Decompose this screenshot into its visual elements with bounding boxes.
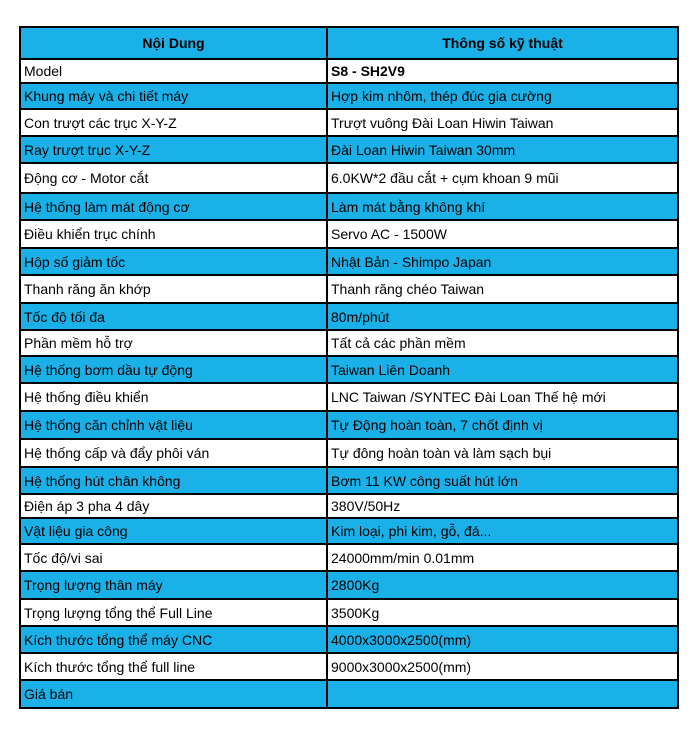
table-row — [20, 653, 678, 680]
row-value: Thanh răng chéo Taiwan — [327, 275, 678, 303]
row-value: Làm mát bằng không khí — [327, 193, 678, 220]
row-label: Hộp số giảm tốc — [20, 248, 327, 275]
row-label: Hệ thống căn chỉnh vật liệu — [20, 411, 327, 439]
row-label: Điện áp 3 pha 4 dây — [20, 494, 327, 518]
row-value: 2800Kg — [327, 571, 678, 599]
table-row — [20, 467, 678, 494]
table-row — [20, 303, 678, 330]
table-row — [20, 599, 678, 626]
row-label: Trọng lượng tổng thể Full Line — [20, 599, 327, 626]
row-label: Động cơ - Motor cắt — [20, 163, 327, 193]
row-value: Servo AC - 1500W — [327, 220, 678, 248]
table-row — [20, 220, 678, 248]
table-row — [20, 680, 678, 708]
row-value: 4000x3000x2500(mm) — [327, 626, 678, 653]
table-row — [20, 59, 678, 83]
row-label: Ray trượt trục X-Y-Z — [20, 136, 327, 163]
spec-table-body — [20, 59, 678, 708]
table-row — [20, 518, 678, 544]
row-value — [327, 680, 678, 708]
row-value: 80m/phút — [327, 303, 678, 330]
row-value: 9000x3000x2500(mm) — [327, 653, 678, 680]
row-label: Trọng lượng thân máy — [20, 571, 327, 599]
table-row — [20, 330, 678, 356]
table-row — [20, 275, 678, 303]
table-row — [20, 494, 678, 518]
row-value: S8 - SH2V9 — [327, 59, 678, 83]
table-row — [20, 193, 678, 220]
row-label: Kích thước tổng thể máy CNC — [20, 626, 327, 653]
row-label: Hệ thống hút chân không — [20, 467, 327, 494]
row-value: Tất cả các phần mềm — [327, 330, 678, 356]
table-row — [20, 626, 678, 653]
table-row — [20, 383, 678, 411]
row-label: Model — [20, 59, 327, 83]
row-label: Hệ thống bơm dầu tự động — [20, 356, 327, 383]
row-label: Hệ thống cấp và đẩy phôi ván — [20, 439, 327, 467]
row-label: Thanh răng ăn khớp — [20, 275, 327, 303]
row-value: Trượt vuông Đài Loan Hiwin Taiwan — [327, 109, 678, 136]
row-label: Hệ thống điều khiển — [20, 383, 327, 411]
row-label: Tốc độ tối đa — [20, 303, 327, 330]
row-label: Khung máy và chi tiết máy — [20, 83, 327, 109]
table-row — [20, 544, 678, 571]
table-row — [20, 136, 678, 163]
row-label: Vật liệu gia công — [20, 518, 327, 544]
table-row — [20, 163, 678, 193]
row-value: Tự Động hoàn toàn, 7 chốt định vị — [327, 411, 678, 439]
row-value: Kim loại, phi kim, gỗ, đá... — [327, 518, 678, 544]
row-label: Con trượt các trục X-Y-Z — [20, 109, 327, 136]
row-value: 380V/50Hz — [327, 494, 678, 518]
row-value: Đài Loan Hiwin Taiwan 30mm — [327, 136, 678, 163]
row-label: Hệ thống làm mát động cơ — [20, 193, 327, 220]
table-row — [20, 83, 678, 109]
row-value: Tự đông hoàn toàn và làm sạch bụi — [327, 439, 678, 467]
row-value: 6.0KW*2 đầu cắt + cụm khoan 9 mũi — [327, 163, 678, 193]
row-value: Hợp kim nhôm, thép đúc gia cường — [327, 83, 678, 109]
row-value: 24000mm/min 0.01mm — [327, 544, 678, 571]
row-value: LNC Taiwan /SYNTEC Đài Loan Thế hệ mới — [327, 383, 678, 411]
table-row — [20, 411, 678, 439]
table-row — [20, 248, 678, 275]
row-value: Bơm 11 KW công suất hút lớn — [327, 467, 678, 494]
row-label: Giá bán — [20, 680, 327, 708]
header-col-specs: Thông số kỹ thuật — [327, 27, 678, 59]
table-row — [20, 571, 678, 599]
row-value: Taiwan Liên Doanh — [327, 356, 678, 383]
row-label: Phần mềm hỗ trợ — [20, 330, 327, 356]
row-label: Điều khiển trục chính — [20, 220, 327, 248]
header-col-content: Nội Dung — [20, 27, 327, 59]
table-row — [20, 356, 678, 383]
table-row — [20, 109, 678, 136]
header-row — [20, 27, 678, 59]
row-value: Nhật Bản - Shimpo Japan — [327, 248, 678, 275]
row-label: Tốc độ/vi sai — [20, 544, 327, 571]
table-row — [20, 439, 678, 467]
row-label: Kích thước tổng thể full line — [20, 653, 327, 680]
row-value: 3500Kg — [327, 599, 678, 626]
spec-table — [19, 26, 679, 709]
